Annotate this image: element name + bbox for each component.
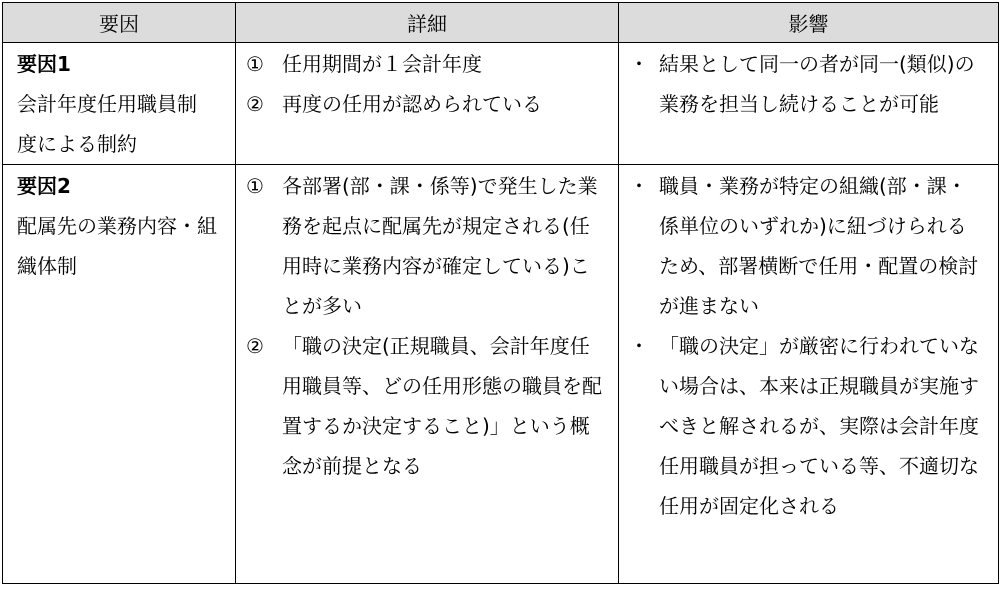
factor-cell [3,43,236,165]
factors-table [2,2,999,584]
factor-description: 配属先の業務内容・組織体制 [17,214,217,278]
impact-item [629,44,986,124]
detail-marker: ② [246,92,264,116]
detail-text: 「職の決定(正規職員、会計年度任用職員等、どの任用形態の職員を配置するか決定すること)」という概念が前提となる [282,334,602,478]
header-factor: 要因 [3,3,236,43]
detail-text: 各部署(部・課・係等)で発生した業務を起点に配属先が規定される(任用時に業務内容が確定している)ことが多い [282,174,598,318]
impact-bullet: ・ [629,52,649,76]
factor-title: 要因2 [17,174,71,198]
impact-text: 「職の決定」が厳密に行われていない場合は、本来は正規職員が実施すべきと解されるが、実際は会計年度任用職員が担っている等、不適切な任用が固定化される [659,334,979,518]
table-row [3,43,999,165]
detail-item [246,44,608,84]
impact-text: 結果として同一の者が同一(類似)の業務を担当し続けることが可能 [659,52,975,116]
impact-cell [619,43,999,165]
detail-text: 任用期間が１会計年度 [282,52,482,76]
header-impact: 影響 [619,3,999,43]
header-row [3,3,999,43]
detail-item [246,326,608,486]
factor-title: 要因1 [17,52,71,76]
detail-text: 再度の任用が認められている [282,92,542,116]
detail-marker: ① [246,174,264,198]
impact-cell [619,165,999,584]
impact-text: 職員・業務が特定の組織(部・課・係単位のいずれか)に紐づけられるため、部署横断で任用・配置の検討が進まない [659,174,979,318]
detail-item [246,166,608,326]
detail-marker: ① [246,52,264,76]
detail-marker: ② [246,334,264,358]
impact-bullet: ・ [629,334,649,358]
header-details: 詳細 [236,3,619,43]
detail-item [246,84,608,124]
impact-item [629,166,986,326]
factor-description: 会計年度任用職員制度による制約 [17,92,197,156]
details-cell [236,43,619,165]
factor-cell [3,165,236,584]
details-cell [236,165,619,584]
table-row [3,165,999,584]
impact-bullet: ・ [629,174,649,198]
impact-item [629,326,986,526]
